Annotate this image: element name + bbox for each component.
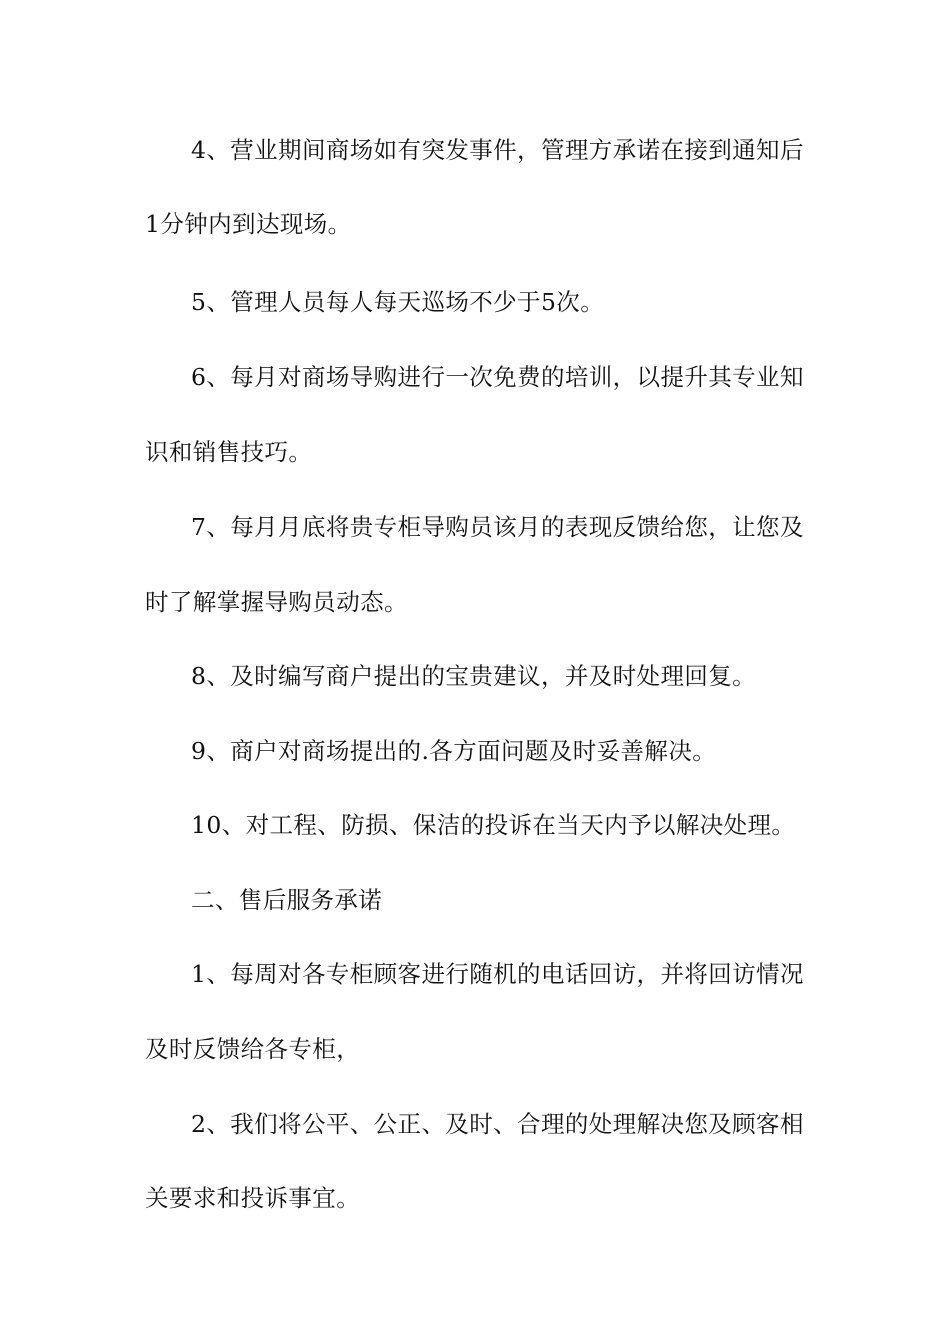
paragraph-continuation: 及时反馈给各专柜，: [145, 1035, 361, 1063]
paragraph-continuation: 1分钟内到达现场。: [145, 210, 352, 238]
paragraph-item-5: 5、管理人员每人每天巡场不少于5次。: [191, 288, 605, 316]
paragraph-continuation: 关要求和投诉事宜。: [145, 1184, 361, 1212]
paragraph-continuation: 识和销售技巧。: [145, 438, 313, 466]
paragraph-item-7: 7、每月月底将贵专柜导购员该月的表现反馈给您，让您及: [191, 513, 804, 541]
paragraph-item-8: 8、及时编写商户提出的宝贵建议，并及时处理回复。: [191, 662, 757, 690]
paragraph-item-1: 1、每周对各专柜顾客进行随机的电话回访，并将回访情况: [191, 960, 804, 988]
paragraph-item-10: 10、对工程、防损、保洁的投诉在当天内予以解决处理。: [191, 811, 796, 839]
paragraph-item-6: 6、每月对商场导购进行一次免费的培训，以提升其专业知: [191, 363, 804, 391]
paragraph-item-4: 4、营业期间商场如有突发事件，管理方承诺在接到通知后: [191, 136, 804, 164]
section-heading: 二、售后服务承诺: [191, 886, 383, 914]
paragraph-continuation: 时了解掌握导购员动态。: [145, 588, 408, 616]
paragraph-item-2: 2、我们将公平、公正、及时、合理的处理解决您及顾客相: [191, 1110, 804, 1138]
paragraph-item-9: 9、商户对商场提出的.各方面问题及时妥善解决。: [191, 737, 717, 765]
